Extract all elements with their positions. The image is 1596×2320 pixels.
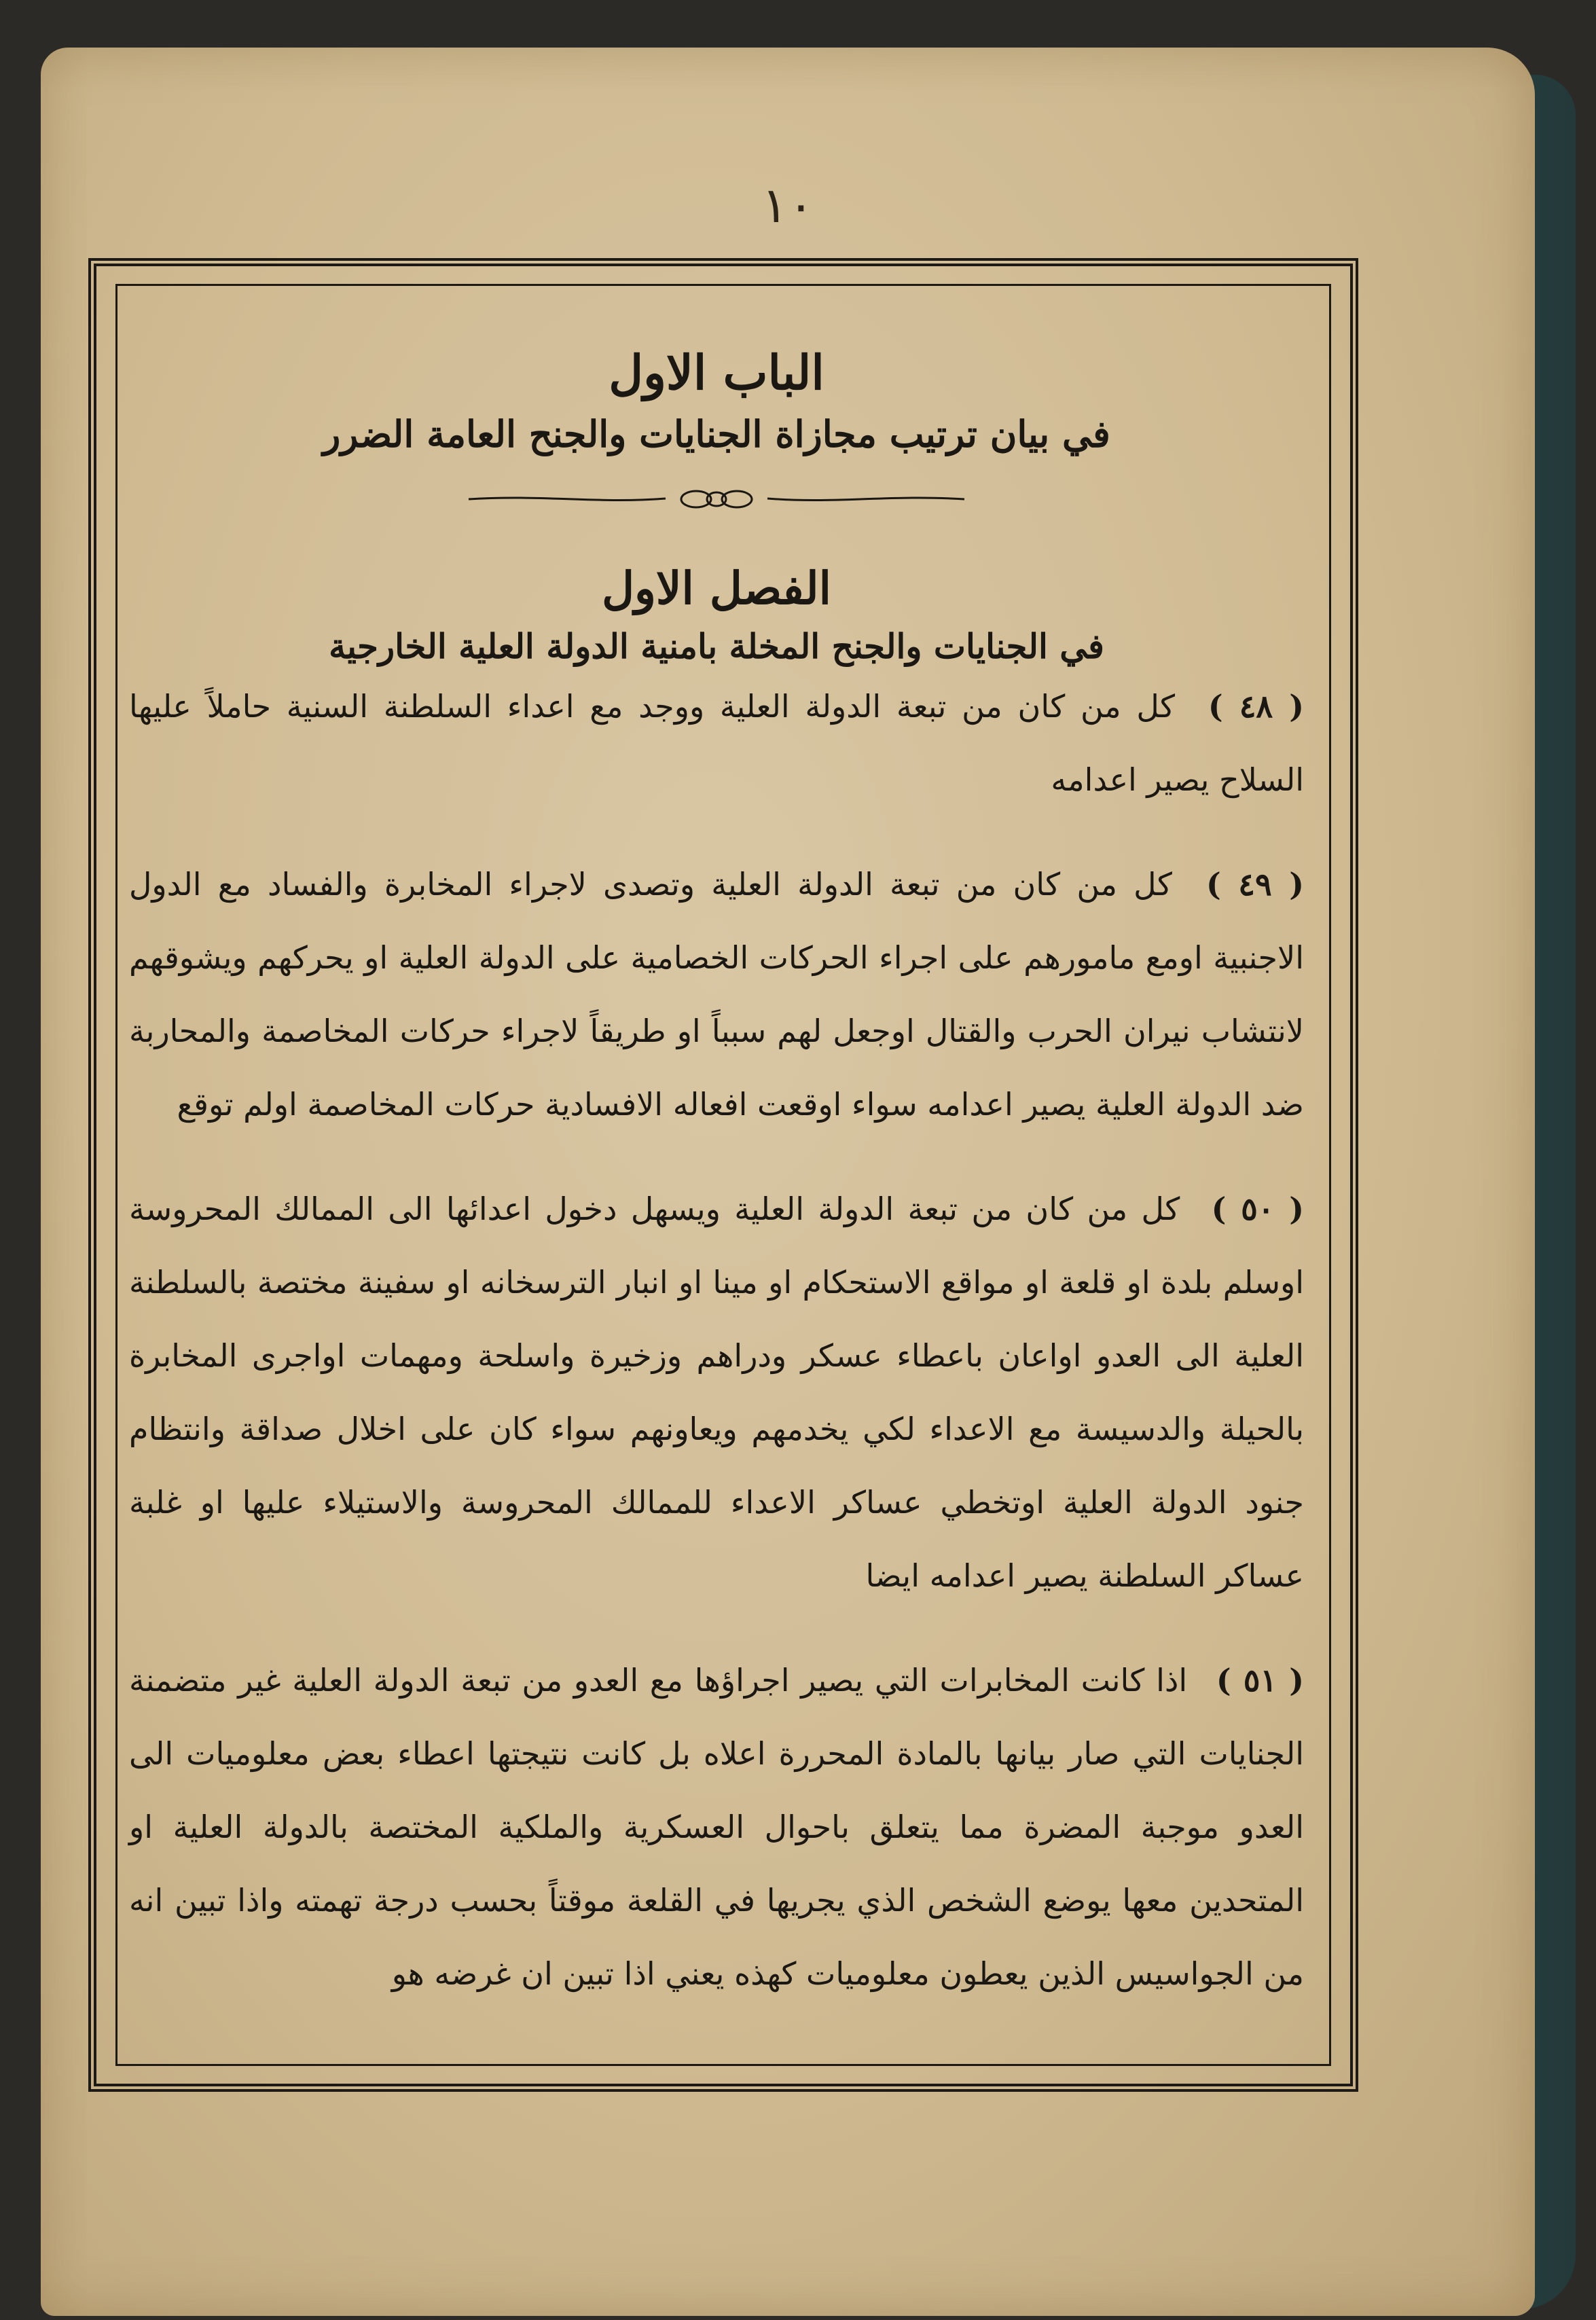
article-text: اذا كانت المخابرات التي يصير اجراؤها مع العدو من تبعة الدولة العلية غير متضمنة الجنايات التي صار بيانها بالمادة المحررة اعلاه بل كانت نتيجتها اعطاء بعض معلوميات الى العدو موجبة المضرة مما يتعلق باحوال العسكرية والملكية المختصة بالدولة العلية او المتحدين معها يوضع الشخص الذي يجريها في القلعة موقتاً بحسب درجة تهمته واذا تبين انه من الجواسيس الذين يعطون معلوميات كهذه يعني اذا تبين ان غرضه هو — [129, 1662, 1304, 1993]
book-page — [41, 48, 1535, 2316]
article-51 — [129, 1644, 1304, 2010]
ornament-divider-icon — [462, 482, 971, 516]
section-subtitle: في الجنايات والجنح المخلة بامنية الدولة العلية الخارجية — [329, 626, 1104, 667]
article-number: ( ٥١ ) — [1216, 1662, 1305, 1699]
article-50 — [129, 1172, 1304, 1612]
section-title: الفصل الاول — [602, 561, 831, 615]
chapter-title: الباب الاول — [609, 344, 824, 401]
article-number: ( ٥٠ ) — [1211, 1191, 1305, 1228]
article-number: ( ٤٩ ) — [1206, 866, 1305, 903]
page-text-block — [129, 278, 1304, 2071]
article-text: كل من كان من تبعة الدولة العلية ووجد مع اعداء السلطنة السنية حاملاً عليها السلاح يصير اعدامه — [129, 688, 1304, 799]
article-text: كل من كان من تبعة الدولة العلية ويسهل دخول اعدائها الى الممالك المحروسة اوسلم بلدة او قلعة او مواقع الاستحكام او مينا او انبار الترسخانه او سفينة مختصة بالسلطنة العلية الى العدو اواعان باعطاء عسكر ودراهم وزخيرة واسلحة ومهمات اواجرى المخابرة بالحيلة والدسيسة مع الاعداء لكي يخدمهم ويعاونهم سواء كان على اخلال صداقة وانتظام جنود الدولة العلية اوتخطي عساكر الاعداء للممالك المحروسة والاستيلاء عليها او غلبة عساكر السلطنة يصير اعدامه ايضا — [129, 1191, 1304, 1595]
article-49 — [129, 848, 1304, 1141]
article-text: كل من كان من تبعة الدولة العلية وتصدى لاجراء المخابرة والفساد مع الدول الاجنبية اومع مامورهم على اجراء الحركات الخصامية على الدولة العلية او يحركهم ويشوقهم لانتشاب نيران الحرب والقتال اوجعل لهم سبباً او طريقاً لاجراء حركات المخاصمة والمحاربة ضد الدولة العلية يصير اعدامه سواء اوقعت افعاله الافسادية حركات المخاصمة اولم توقع — [129, 866, 1304, 1123]
page-number: ١٠ — [761, 177, 814, 234]
article-48 — [129, 670, 1304, 816]
article-number: ( ٤٨ ) — [1208, 688, 1305, 725]
chapter-subtitle: في بيان ترتيب مجازاة الجنايات والجنح العامة الضرر — [323, 412, 1110, 456]
